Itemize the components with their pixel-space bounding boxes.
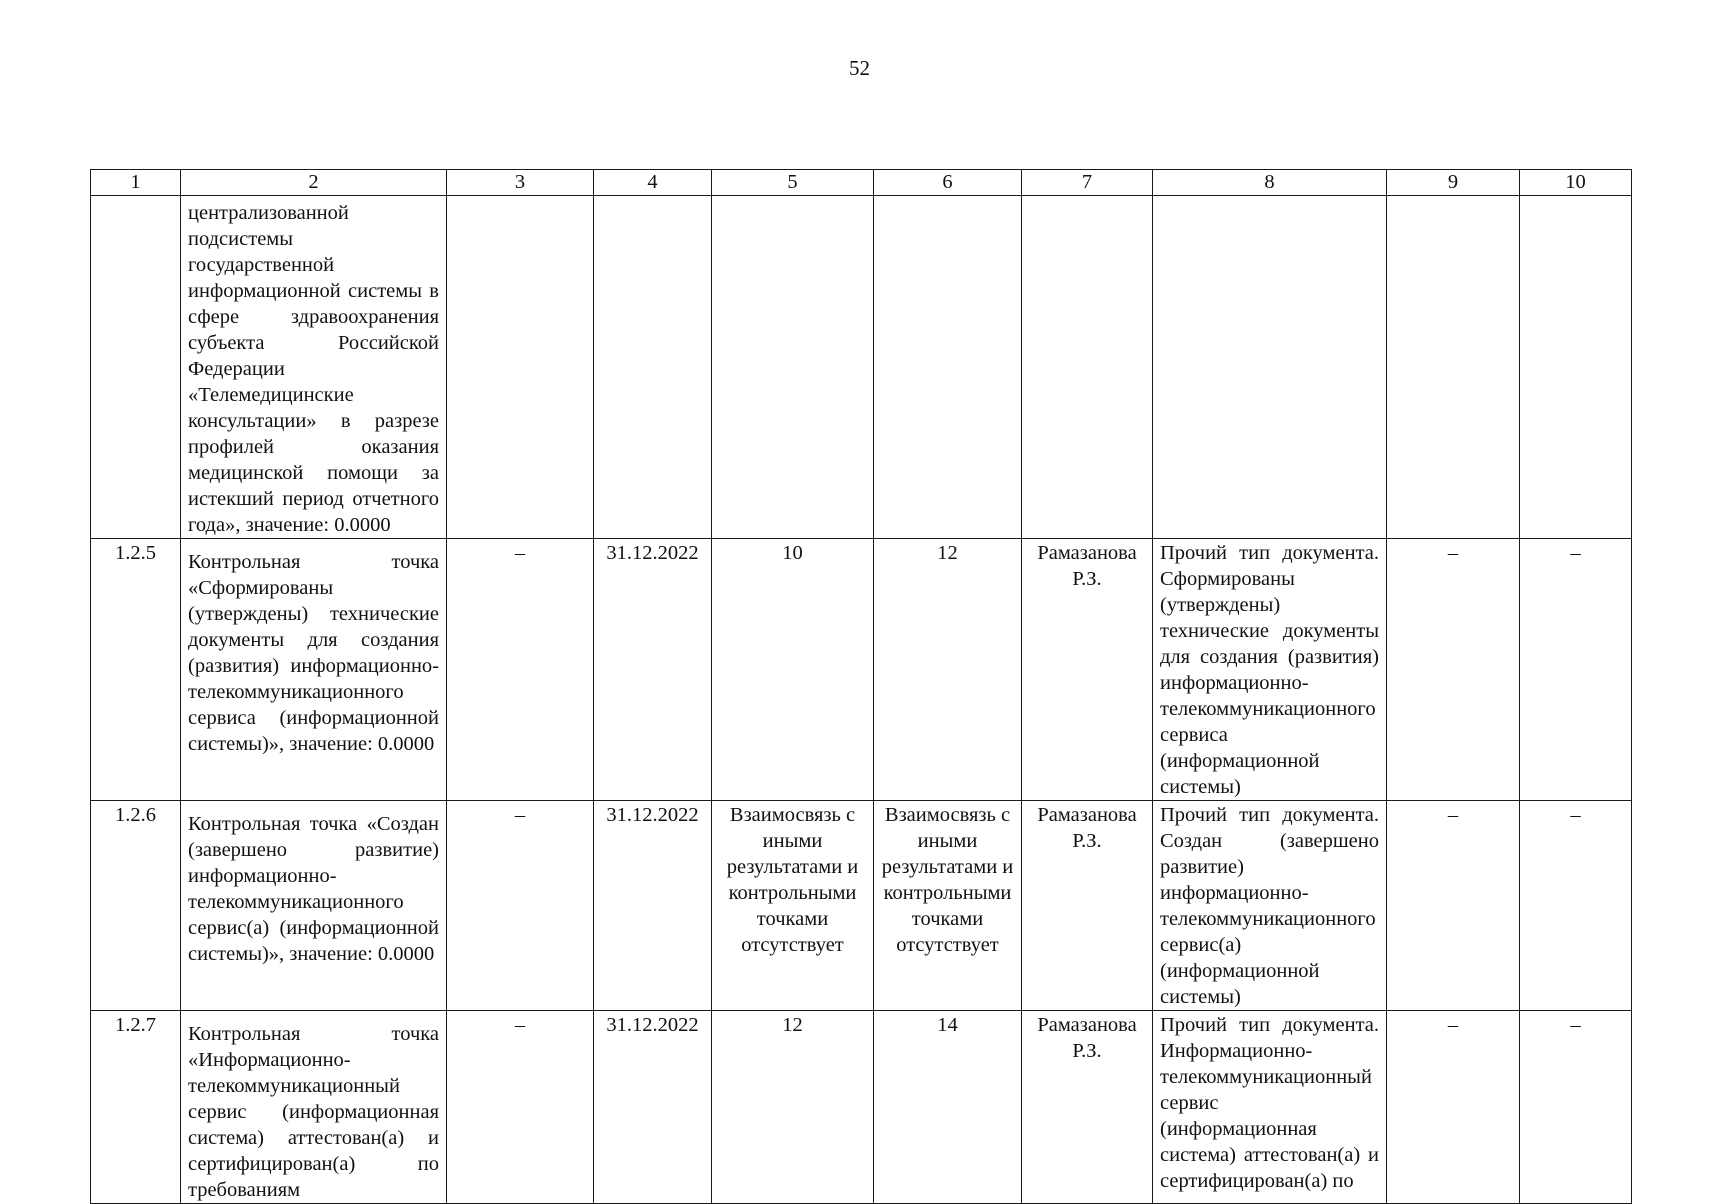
row-col-9: – (1387, 539, 1520, 801)
row-col-10: – (1520, 801, 1632, 1011)
row-predecessor: – (447, 539, 594, 801)
row-date (594, 196, 712, 539)
row-responsible: Рамазанова Р.З. (1022, 801, 1153, 1011)
header-row (91, 170, 1632, 196)
row-description: централизованной подсистемы государственной информационной системы в сфере здравоохранения субъекта Российской Федерации «Телемедицинские консультации» в разрезе профилей оказания медицинской помощи за истекший период отчетного года», значение: 0.0000 (181, 196, 447, 539)
row-document: Прочий тип документа. Сформированы (утверждены) технические документы для создания (развития) информационно-телекоммуникационного сервиса (информационной системы) (1153, 539, 1387, 801)
column-header-9: 9 (1387, 170, 1520, 196)
row-number: 1.2.5 (91, 539, 181, 801)
row-col-10 (1520, 196, 1632, 539)
table-row (91, 196, 1632, 539)
document-table (90, 169, 1632, 1204)
row-responsible: Рамазанова Р.З. (1022, 1011, 1153, 1204)
row-description: Контрольная точка «Сформированы (утверждены) технические документы для создания (развития) информационно-телекоммуникационного сервиса (информационной системы)», значение: 0.0000 (181, 539, 447, 801)
row-col-9: – (1387, 1011, 1520, 1204)
column-header-10: 10 (1520, 170, 1632, 196)
row-col-6: 12 (874, 539, 1022, 801)
table-row (91, 539, 1632, 801)
row-number: 1.2.7 (91, 1011, 181, 1204)
row-description: Контрольная точка «Создан (завершено развитие) информационно-телекоммуникационного сервис(а) (информационной системы)», значение: 0.0000 (181, 801, 447, 1011)
table-row (91, 1011, 1632, 1204)
row-col-5: Взаимосвязь с иными результатами и контрольными точками отсутствует (712, 801, 874, 1011)
row-date: 31.12.2022 (594, 1011, 712, 1204)
column-header-5: 5 (712, 170, 874, 196)
row-col-6 (874, 196, 1022, 539)
row-date: 31.12.2022 (594, 801, 712, 1011)
column-header-3: 3 (447, 170, 594, 196)
row-date: 31.12.2022 (594, 539, 712, 801)
column-header-4: 4 (594, 170, 712, 196)
column-header-2: 2 (181, 170, 447, 196)
page-number: 52 (849, 56, 870, 80)
row-description: Контрольная точка «Информационно-телекоммуникационный сервис (информационная система) аттестован(а) и сертифицирован(а) по требованиям (181, 1011, 447, 1204)
row-col-5: 12 (712, 1011, 874, 1204)
row-col-10: – (1520, 1011, 1632, 1204)
column-header-1: 1 (91, 170, 181, 196)
row-col-5 (712, 196, 874, 539)
row-responsible: Рамазанова Р.З. (1022, 539, 1153, 801)
row-predecessor (447, 196, 594, 539)
row-document: Прочий тип документа. Информационно-телекоммуникационный сервис (информационная система) аттестован(а) и сертифицирован(а) по (1153, 1011, 1387, 1204)
row-col-5: 10 (712, 539, 874, 801)
column-header-7: 7 (1022, 170, 1153, 196)
row-document: Прочий тип документа. Создан (завершено развитие) информационно-телекоммуникационного сервис(а) (информационной системы) (1153, 801, 1387, 1011)
row-predecessor: – (447, 1011, 594, 1204)
row-number: 1.2.6 (91, 801, 181, 1011)
row-col-10: – (1520, 539, 1632, 801)
row-col-9 (1387, 196, 1520, 539)
row-document (1153, 196, 1387, 539)
row-col-6: 14 (874, 1011, 1022, 1204)
column-header-6: 6 (874, 170, 1022, 196)
row-number (91, 196, 181, 539)
row-col-6: Взаимосвязь с иными результатами и контрольными точками отсутствует (874, 801, 1022, 1011)
row-predecessor: – (447, 801, 594, 1011)
row-responsible (1022, 196, 1153, 539)
table-row (91, 801, 1632, 1011)
row-col-9: – (1387, 801, 1520, 1011)
column-header-8: 8 (1153, 170, 1387, 196)
